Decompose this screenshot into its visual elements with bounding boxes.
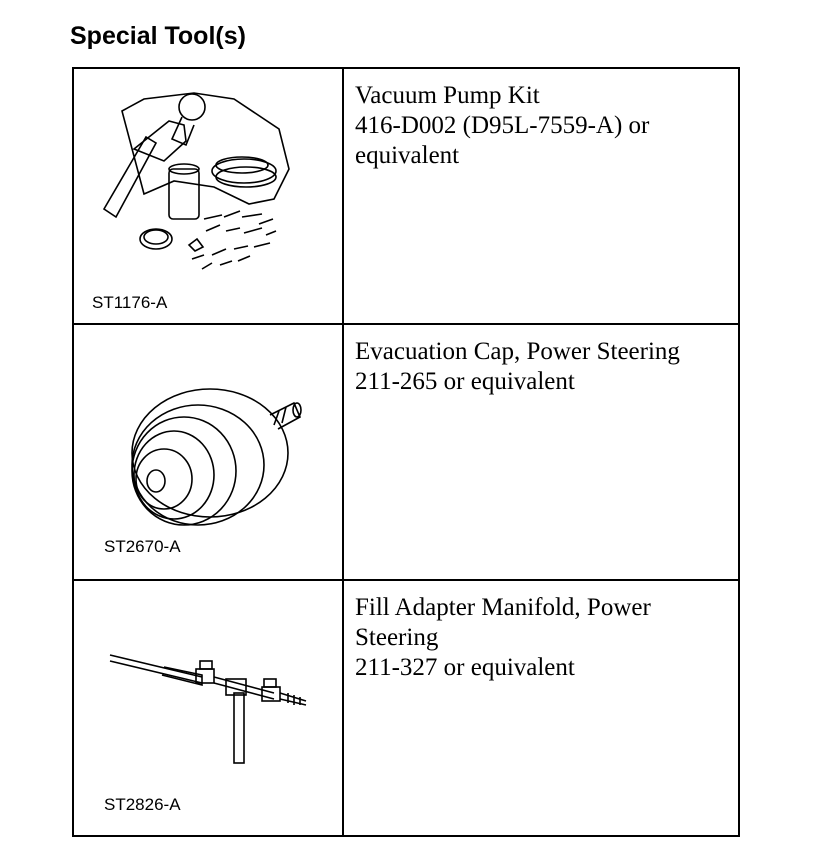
tool-name: Evacuation Cap, Power Steering [355,338,680,365]
tool-code: ST2670-A [104,537,181,556]
tool-name: Fill Adapter Manifold, Power [355,594,651,621]
tool-description-cell [343,68,739,324]
tool-part-number: 416-D002 (D95L-7559-A) or [355,112,650,139]
table-row [73,324,739,580]
tool-part-number: 211-327 or equivalent [355,654,575,681]
table-row [73,68,739,324]
tool-name-continued: Steering [355,624,439,651]
tool-name: Vacuum Pump Kit [355,82,540,109]
tool-description-cell [343,580,739,836]
table-row [73,580,739,836]
tool-equivalent-note: equivalent [355,142,460,169]
tool-code: ST1176-A [92,293,168,312]
page-title: Special Tool(s) [70,22,246,50]
vacuum-pump-kit-illustration [74,69,342,323]
tool-description-cell [343,324,739,580]
tool-image-cell [73,580,343,836]
tool-code: ST2826-A [104,795,181,814]
tool-part-number: 211-265 or equivalent [355,368,575,395]
tool-image-cell [73,324,343,580]
special-tools-table [72,67,740,837]
tool-image-cell [73,68,343,324]
